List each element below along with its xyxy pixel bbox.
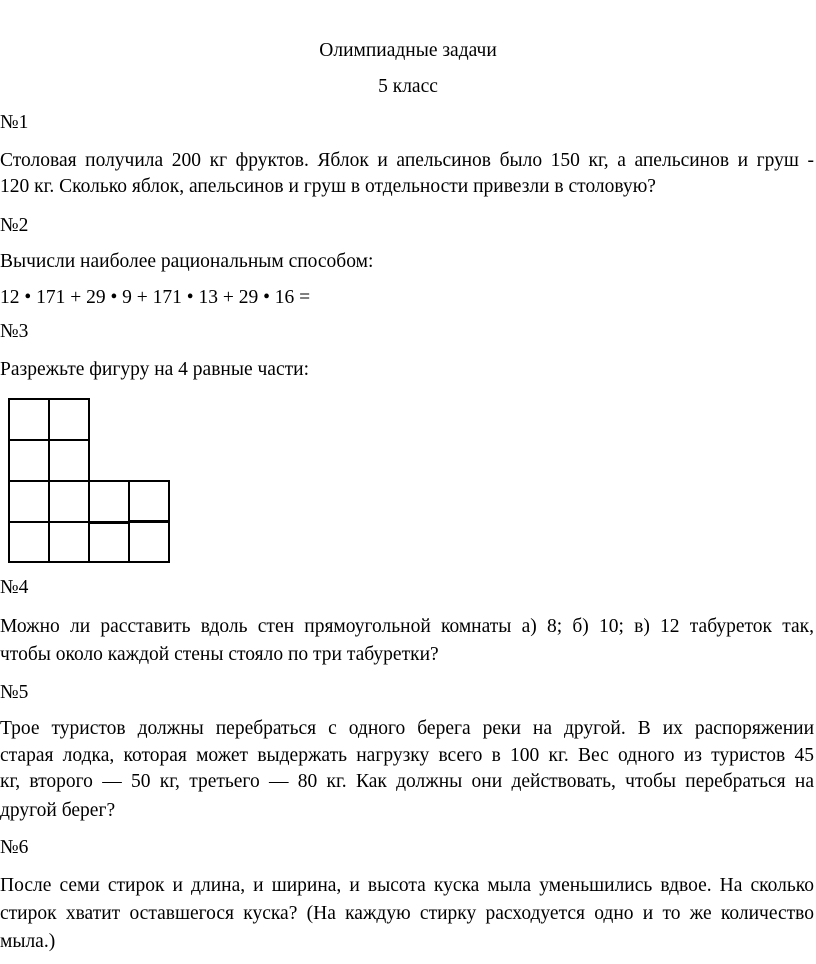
grid-cell (89, 481, 129, 522)
grade-subtitle: 5 класс (378, 76, 438, 97)
problem-text-line: Вычисли наиболее рациональным способом: (0, 251, 374, 272)
problem-text-line: Разрежьте фигуру на 4 равные части: (0, 359, 309, 380)
problem-text-line: Столовая получила 200 кг фруктов. Яблок и апельсинов было 150 кг, а апельсинов и груш - (0, 150, 814, 171)
grid-cell (49, 481, 89, 522)
grid-cell (49, 399, 89, 440)
problem-text-line: 120 кг. Сколько яблок, апельсинов и груш в отдельности привезли в столовую? (0, 176, 656, 197)
problem-number: №5 (0, 682, 29, 703)
grid-cell (9, 399, 49, 440)
math-expression: 12 • 171 + 29 • 9 + 171 • 13 + 29 • 16 = (0, 287, 311, 308)
grid-figure (8, 398, 172, 564)
problem-number: №6 (0, 837, 29, 858)
grid-cell (9, 440, 49, 481)
problem-text-line: другой берег? (0, 800, 116, 821)
grid-cell (9, 522, 49, 562)
problem-number: №4 (0, 577, 29, 598)
grid-cell (129, 481, 169, 522)
grid-cell (49, 440, 89, 481)
problem-number: №1 (0, 112, 29, 133)
grid-cell (9, 481, 49, 522)
problem-text-line: Можно ли расставить вдоль стен прямоугольной комнаты а) 8; б) 10; в) 12 табуреток так, (0, 616, 814, 637)
problem-number: №2 (0, 215, 29, 236)
problem-text-line: старая лодка, которая может выдержать нагрузку всего в 100 кг. Вес одного из туристов 45 (0, 745, 814, 766)
problem-text-line: чтобы около каждой стены стояло по три табуретки? (0, 644, 439, 665)
grid-cell (89, 523, 129, 562)
grid-cell (129, 521, 169, 562)
problem-text-line: мыла.) (0, 931, 56, 952)
problem-text-line: Трое туристов должны перебраться с одного берега реки на другой. В их распоряжении (0, 718, 814, 739)
problem-text-line: После семи стирок и длина, и ширина, и высота куска мыла уменьшились вдвое. На сколько (0, 875, 814, 896)
problem-text-line: кг, второго — 50 кг, третьего — 80 кг. Как должны они действовать, чтобы перебраться на (0, 771, 814, 792)
problem-number: №3 (0, 321, 29, 342)
problem-text-line: стирок хватит оставшегося куска? (На каждую стирку расходуется одно и то же количество (0, 903, 814, 924)
grid-cell (49, 522, 89, 562)
page-title: Олимпиадные задачи (319, 40, 497, 61)
